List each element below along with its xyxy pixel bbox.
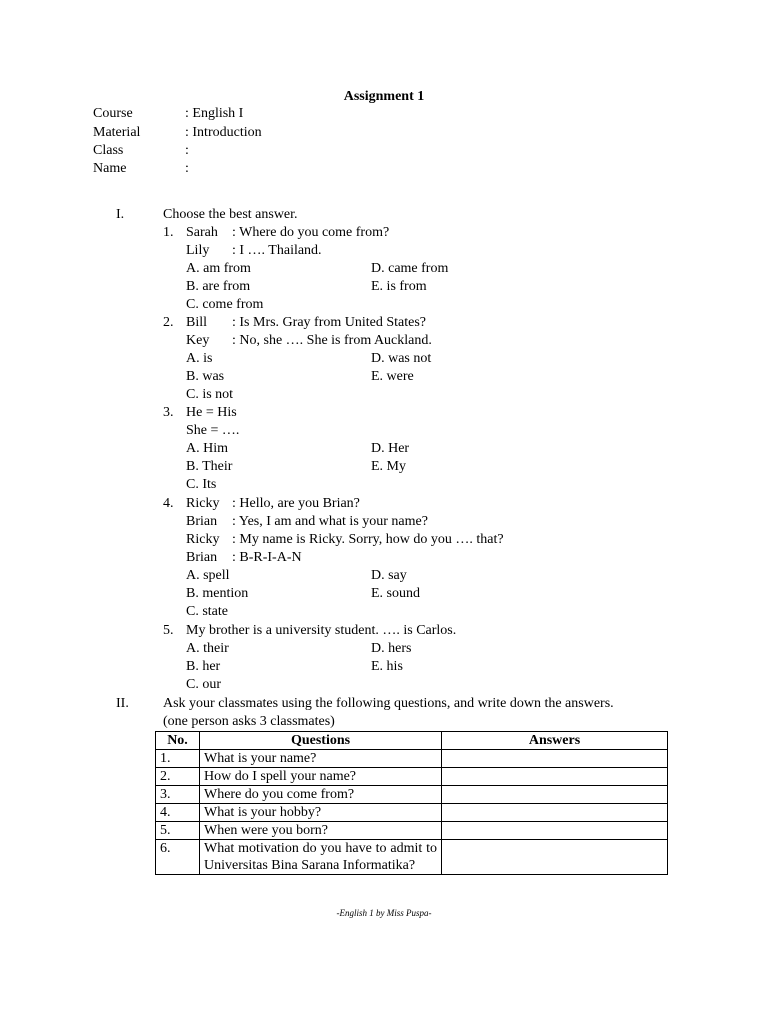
dialogue-text: : Hello, are you Brian? bbox=[232, 496, 360, 511]
dialogue-text: : B-R-I-A-N bbox=[232, 550, 302, 565]
header-value-name: : bbox=[185, 161, 189, 176]
row-question: What is your name? bbox=[200, 750, 442, 768]
option-c: C. state bbox=[186, 604, 228, 619]
option-e: E. were bbox=[371, 369, 414, 384]
question-prompt: She = …. bbox=[186, 423, 240, 438]
header-label-name: Name bbox=[93, 161, 127, 176]
option-c: C. Its bbox=[186, 477, 217, 492]
section-2-numeral: II. bbox=[116, 696, 129, 711]
option-d: D. was not bbox=[371, 351, 432, 366]
option-b: B. her bbox=[186, 659, 221, 674]
table-row bbox=[156, 804, 668, 822]
speaker: Sarah bbox=[186, 225, 218, 240]
option-b: B. was bbox=[186, 369, 225, 384]
page-title: Assignment 1 bbox=[343, 89, 425, 104]
row-question: What is your hobby? bbox=[200, 804, 442, 822]
row-answer bbox=[442, 840, 668, 875]
option-d: D. hers bbox=[371, 641, 412, 656]
question-number: 2. bbox=[163, 315, 174, 330]
table-row bbox=[156, 840, 668, 875]
questions-table bbox=[155, 731, 668, 875]
row-question: When were you born? bbox=[200, 822, 442, 840]
option-b: B. are from bbox=[186, 279, 251, 294]
row-number: 1. bbox=[156, 750, 200, 768]
question-prompt: My brother is a university student. …. is Carlos. bbox=[186, 623, 457, 638]
option-c: C. is not bbox=[186, 387, 234, 402]
section-2-note: (one person asks 3 classmates) bbox=[163, 714, 335, 729]
option-b: B. mention bbox=[186, 586, 249, 601]
dialogue-text: : Where do you come from? bbox=[232, 225, 390, 240]
page-footer: -English 1 by Miss Puspa- bbox=[336, 908, 432, 918]
dialogue-text: : Is Mrs. Gray from United States? bbox=[232, 315, 427, 330]
section-1-instruction: Choose the best answer. bbox=[163, 207, 298, 222]
speaker: Brian bbox=[186, 550, 218, 565]
row-number: 6. bbox=[156, 840, 200, 875]
table-header-row bbox=[156, 732, 668, 750]
section-2-instruction: Ask your classmates using the following questions, and write down the answers. bbox=[163, 696, 614, 711]
option-a: A. is bbox=[186, 351, 213, 366]
dialogue-text: : I …. Thailand. bbox=[232, 243, 322, 258]
row-question: What motivation do you have to admit to Universitas Bina Sarana Informatika? bbox=[200, 840, 442, 875]
header-value-class: : bbox=[185, 143, 189, 158]
question-number: 1. bbox=[163, 225, 174, 240]
row-question: Where do you come from? bbox=[200, 786, 442, 804]
speaker: Ricky bbox=[186, 496, 220, 511]
row-answer bbox=[442, 750, 668, 768]
question-number: 5. bbox=[163, 623, 174, 638]
question-number: 4. bbox=[163, 496, 174, 511]
option-a: A. am from bbox=[186, 261, 251, 276]
header-value-course: : English I bbox=[185, 106, 244, 121]
row-question: How do I spell your name? bbox=[200, 768, 442, 786]
option-e: E. his bbox=[371, 659, 403, 674]
option-d: D. came from bbox=[371, 261, 449, 276]
row-answer bbox=[442, 822, 668, 840]
speaker: Bill bbox=[186, 315, 208, 330]
header-questions: Questions bbox=[200, 732, 442, 750]
row-number: 5. bbox=[156, 822, 200, 840]
header-value-material: : Introduction bbox=[185, 125, 262, 140]
header-label-material: Material bbox=[93, 125, 141, 140]
row-number: 4. bbox=[156, 804, 200, 822]
row-answer bbox=[442, 768, 668, 786]
row-number: 2. bbox=[156, 768, 200, 786]
row-answer bbox=[442, 786, 668, 804]
speaker: Brian bbox=[186, 514, 218, 529]
dialogue-text: : No, she …. She is from Auckland. bbox=[232, 333, 432, 348]
row-answer bbox=[442, 804, 668, 822]
option-c: C. our bbox=[186, 677, 221, 692]
header-label-course: Course bbox=[93, 106, 133, 121]
option-b: B. Their bbox=[186, 459, 233, 474]
option-e: E. is from bbox=[371, 279, 427, 294]
table-row bbox=[156, 750, 668, 768]
question-number: 3. bbox=[163, 405, 174, 420]
speaker: Lily bbox=[186, 243, 210, 258]
dialogue-text: : Yes, I am and what is your name? bbox=[232, 514, 428, 529]
option-a: A. Him bbox=[186, 441, 228, 456]
option-e: E. sound bbox=[371, 586, 420, 601]
header-answers: Answers bbox=[442, 732, 668, 750]
section-1-numeral: I. bbox=[116, 207, 125, 222]
option-d: D. Her bbox=[371, 441, 410, 456]
table-row bbox=[156, 822, 668, 840]
header-label-class: Class bbox=[93, 143, 124, 158]
dialogue-text: : My name is Ricky. Sorry, how do you …. that? bbox=[232, 532, 504, 547]
speaker: Key bbox=[186, 333, 210, 348]
option-a: A. spell bbox=[186, 568, 230, 583]
table-row bbox=[156, 786, 668, 804]
row-number: 3. bbox=[156, 786, 200, 804]
option-d: D. say bbox=[371, 568, 407, 583]
question-prompt: He = His bbox=[186, 405, 237, 420]
option-a: A. their bbox=[186, 641, 229, 656]
table-row bbox=[156, 768, 668, 786]
header-no: No. bbox=[156, 732, 200, 750]
option-c: C. come from bbox=[186, 297, 264, 312]
speaker: Ricky bbox=[186, 532, 220, 547]
option-e: E. My bbox=[371, 459, 406, 474]
